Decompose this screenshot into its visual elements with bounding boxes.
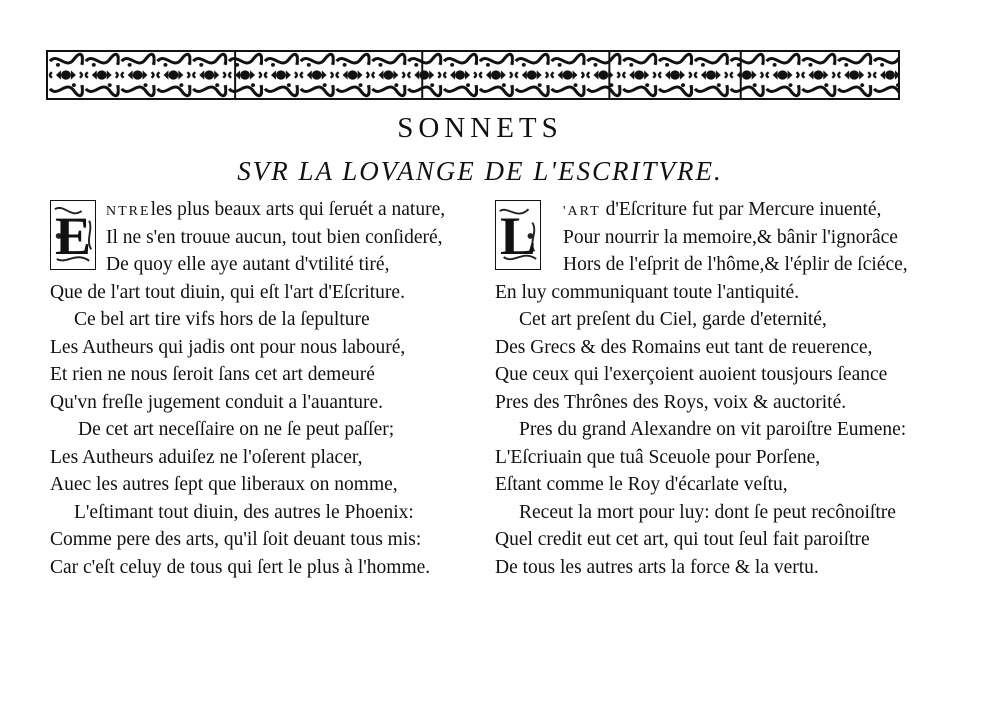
dropcap-e (50, 200, 96, 270)
poem-line: Pres des Thrônes des Roys, voix & auctorité. (495, 391, 847, 413)
dropcap-letter: L (499, 206, 537, 266)
poem-line: Eſtant comme le Roy d'écarlate veſtu, (495, 474, 788, 495)
poem-line: De tous les autres arts la force & la vertu. (495, 556, 819, 578)
poem-line: Ce bel art tire vifs hors de la ſepulture (74, 309, 370, 330)
poem-line: De quoy elle aye autant d'vtilité tiré, (106, 254, 390, 275)
poem-line: Et rien ne nous ſeroit ſans cet art demeuré (50, 364, 375, 385)
poem-line: Hors de l'eſprit de l'hôme,& l'éplir de ſciéce, (563, 254, 908, 275)
poem-line: Comme pere des arts, qu'il ſoit deuant tous mis: (50, 529, 422, 550)
poem-line: Receut la mort pour luy: dont ſe peut recônoiſtre (519, 501, 896, 523)
poem-line (50, 196, 480, 224)
poem-line: En luy communiquant toute l'antiquité. (495, 281, 800, 303)
right-sonnet (495, 196, 925, 581)
poem-line (495, 196, 925, 224)
poem-line: Les Autheurs qui jadis ont pour nous labouré, (50, 336, 406, 358)
smallcaps-opening: 'ART (563, 204, 601, 219)
poem-line: Les Autheurs aduiſez ne l'oſerent placer, (50, 446, 363, 468)
left-sonnet (50, 196, 480, 581)
dropcap-l (495, 200, 541, 270)
poem-line: Quel credit eut cet art, qui tout ſeul fait paroiſtre (495, 529, 870, 550)
poem-line: Que ceux qui l'exerçoient auoient tousjours ſeance (495, 364, 888, 385)
ornamental-header-band (46, 50, 900, 100)
poem-line: Des Grecs & des Romains eut tant de reuerence, (495, 336, 873, 358)
ornament-pattern-icon (48, 52, 898, 98)
poem-line: L'eſtimant tout diuin, des autres le Phoenix: (74, 501, 414, 523)
poem-line: De cet art neceſſaire on ne ſe peut paſſer; (78, 419, 395, 440)
poem-line: Auec les autres ſept que liberaux on nomme, (50, 474, 398, 495)
poem-line-text: d'Eſcriture fut par Mercure inuenté, (600, 199, 882, 220)
poem-line-text: les plus beaux arts qui ſeruét a nature, (150, 199, 446, 220)
poem-line: Car c'eſt celuy de tous qui ſert le plus à l'homme. (50, 556, 431, 578)
poem-line: Il ne s'en trouue aucun, tout bien conſideré, (106, 226, 443, 248)
poem-line: L'Eſcriuain que tuâ Sceuole pour Porſene, (495, 446, 821, 468)
poem-line: Pour nourrir la memoire,& bânir l'ignorâce (563, 226, 898, 248)
poem-line: Pres du grand Alexandre on vit paroiſtre Eumene: (519, 419, 907, 440)
smallcaps-opening: NTRE (106, 204, 151, 219)
poem-line: Que de l'art tout diuin, qui eſt l'art d'Eſcriture. (50, 281, 405, 303)
poem-line: Cet art preſent du Ciel, garde d'eternité, (519, 309, 827, 330)
dropcap-letter: E (54, 206, 92, 266)
page-title: SONNETS (397, 112, 563, 144)
page-subtitle: SVR LA LOVANGE DE L'ESCRITVRE. (237, 156, 723, 186)
poem-line: Qu'vn freſle jugement conduit a l'auanture. (50, 391, 383, 413)
